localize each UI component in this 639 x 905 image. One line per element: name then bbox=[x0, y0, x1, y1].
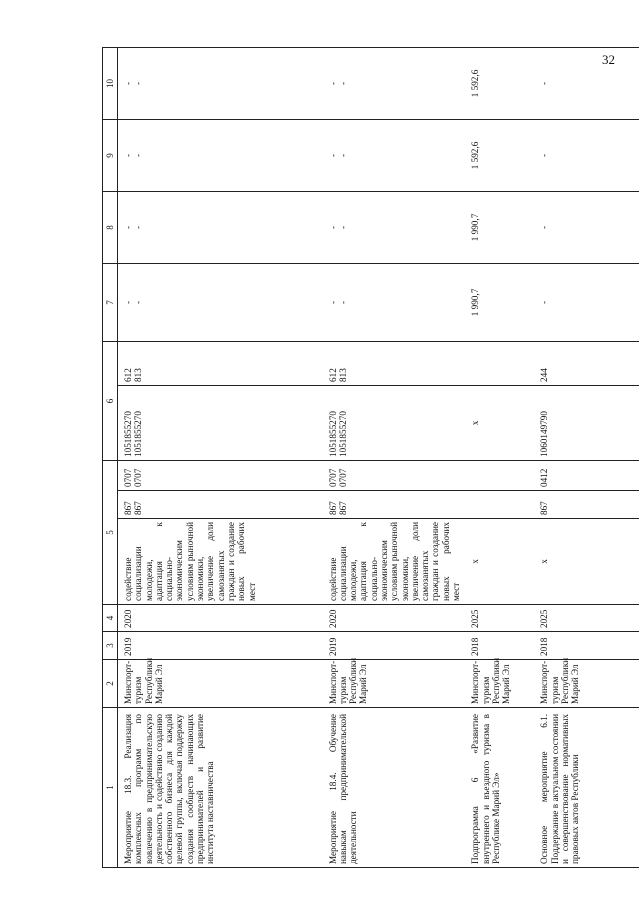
cell-responsible: Минспорт-туризм Республики Марий Эл bbox=[465, 660, 534, 708]
col-header-5: 5 bbox=[103, 460, 118, 604]
cell-col9 bbox=[323, 119, 466, 191]
cell-col10 bbox=[323, 47, 466, 119]
table-row bbox=[465, 47, 534, 867]
cell-col7 bbox=[465, 263, 534, 341]
cell-responsible: Минспорт-туризм Республики Марий Эл bbox=[323, 660, 466, 708]
cell-col8 bbox=[534, 191, 639, 263]
cell-col10-value: - bbox=[327, 81, 338, 86]
cell-col7 bbox=[534, 263, 639, 341]
cell-rzpr bbox=[465, 460, 534, 490]
col-header-6: 6 bbox=[103, 341, 118, 460]
cell-event-name: Основное мероприятие 6.1. Поддержание в актуальном состоянии и совершенствование нормативных правовых актов Республики bbox=[534, 708, 639, 868]
cell-start-year: 2019 bbox=[323, 632, 466, 660]
cell-grbs bbox=[465, 491, 534, 519]
cell-col7 bbox=[323, 263, 466, 341]
table-row bbox=[534, 47, 639, 867]
cell-vr-value: 612 bbox=[123, 368, 133, 382]
cell-col9-value: - bbox=[337, 153, 348, 158]
cell-rzpr-value: 0412 bbox=[539, 468, 550, 487]
rotated-table-container bbox=[102, 48, 630, 868]
col-header-8: 8 bbox=[103, 191, 118, 263]
cell-grbs-value: 867 bbox=[327, 501, 338, 515]
cell-csr bbox=[465, 385, 534, 460]
cell-responsible: Минспорт-туризм Республики Марий Эл bbox=[534, 660, 639, 708]
cell-vr bbox=[534, 341, 639, 385]
col-header-2: 2 bbox=[103, 660, 118, 708]
cell-event-name: Мероприятие 18.4. Обучение навыкам предпринимательской деятельности bbox=[323, 708, 466, 868]
cell-col8 bbox=[465, 191, 534, 263]
col-header-4: 4 bbox=[103, 605, 118, 632]
cell-expected-result: содействие социализации молодежи, адаптация к социально-экономическим условиям рыночной экономики, увеличение доли самозанятых граждан и создание новых рабочих мест bbox=[323, 519, 466, 605]
cell-rzpr-value: 0707 bbox=[123, 468, 133, 487]
cell-rzpr bbox=[118, 460, 323, 490]
cell-col7-value: 1 990,7 bbox=[470, 288, 481, 317]
cell-col9 bbox=[465, 119, 534, 191]
cell-col8-value: - bbox=[133, 225, 144, 230]
cell-col8-value: - bbox=[337, 225, 348, 230]
cell-csr bbox=[534, 385, 639, 460]
cell-col8 bbox=[323, 191, 466, 263]
cell-col10-value: - bbox=[337, 81, 348, 86]
cell-vr bbox=[118, 341, 323, 385]
cell-rzpr bbox=[323, 460, 466, 490]
cell-vr-value: 813 bbox=[337, 368, 348, 382]
budget-table bbox=[102, 47, 639, 868]
cell-grbs bbox=[534, 491, 639, 519]
cell-grbs-value: 867 bbox=[123, 501, 133, 515]
cell-rzpr-value: 0707 bbox=[327, 468, 338, 487]
cell-grbs bbox=[118, 491, 323, 519]
cell-event-name: Мероприятие 18.3. Реализация комплексных программ по вовлечению в предпринимательскую деятельность и содействию созданию собственного бизнеса для каждой целевой группы, включая поддержку создания сообществ начинающих предпринимателей и развитие института наставничества bbox=[118, 708, 323, 868]
cell-col8-value: 1 990,7 bbox=[470, 213, 481, 242]
cell-col9-value: - bbox=[327, 153, 338, 158]
cell-event-name: Подпрограмма 6 «Развитие внутреннего и въездного туризма в Республике Марий Эл» bbox=[465, 708, 534, 868]
cell-end-year: 2025 bbox=[465, 605, 534, 632]
cell-col10-value: - bbox=[123, 81, 133, 86]
cell-csr-value: 1051855270 bbox=[133, 411, 144, 457]
cell-vr-value: 244 bbox=[539, 368, 550, 382]
cell-col9 bbox=[118, 119, 323, 191]
cell-grbs-value: 867 bbox=[133, 501, 144, 515]
cell-csr-value: 1051855270 bbox=[337, 411, 348, 457]
cell-col10 bbox=[534, 47, 639, 119]
cell-col10 bbox=[118, 47, 323, 119]
cell-expected-result: x bbox=[534, 519, 639, 605]
cell-csr-value: 1051855270 bbox=[123, 411, 133, 457]
cell-responsible: Минспорт-туризм Республики Марий Эл bbox=[118, 660, 323, 708]
table-row bbox=[118, 47, 323, 867]
cell-col7-value: - bbox=[327, 300, 338, 305]
cell-end-year: 2025 bbox=[534, 605, 639, 632]
cell-csr-value: 1060149790 bbox=[539, 411, 550, 457]
cell-start-year: 2018 bbox=[465, 632, 534, 660]
cell-col8 bbox=[118, 191, 323, 263]
cell-rzpr bbox=[534, 460, 639, 490]
cell-col7-value: - bbox=[123, 300, 133, 305]
cell-vr bbox=[323, 341, 466, 385]
cell-vr bbox=[465, 341, 534, 385]
table-row bbox=[323, 47, 466, 867]
cell-end-year: 2020 bbox=[323, 605, 466, 632]
cell-expected-result: x bbox=[465, 519, 534, 605]
cell-col9-value: - bbox=[133, 153, 144, 158]
cell-col8-value: - bbox=[327, 225, 338, 230]
table-body bbox=[118, 47, 639, 867]
cell-col7 bbox=[118, 263, 323, 341]
cell-csr-value: x bbox=[470, 420, 481, 426]
col-header-3: 3 bbox=[103, 632, 118, 660]
header-row bbox=[103, 47, 118, 867]
cell-rzpr-value: 0707 bbox=[133, 468, 144, 487]
cell-col9-value: 1 592,6 bbox=[470, 141, 481, 170]
cell-expected-result: содействие социализации молодежи, адаптация к социально-экономическим условиям рыночной экономики, увеличение доли самозанятых граждан и создание новых рабочих мест bbox=[118, 519, 323, 605]
col-header-9: 9 bbox=[103, 119, 118, 191]
cell-grbs bbox=[323, 491, 466, 519]
cell-col7-value: - bbox=[133, 300, 144, 305]
cell-col10-value: 1 592,6 bbox=[470, 69, 481, 98]
col-header-1: 1 bbox=[103, 708, 118, 868]
cell-col8-value: - bbox=[123, 225, 133, 230]
cell-col9-value: - bbox=[539, 153, 550, 158]
cell-col10-value: - bbox=[133, 81, 144, 86]
cell-col7-value: - bbox=[337, 300, 348, 305]
cell-end-year: 2020 bbox=[118, 605, 323, 632]
cell-col9 bbox=[534, 119, 639, 191]
cell-vr-value: 612 bbox=[327, 368, 338, 382]
cell-start-year: 2019 bbox=[118, 632, 323, 660]
col-header-7: 7 bbox=[103, 263, 118, 341]
col-header-10: 10 bbox=[103, 47, 118, 119]
cell-rzpr-value: 0707 bbox=[337, 468, 348, 487]
cell-csr-value: 1051855270 bbox=[327, 411, 338, 457]
cell-col7-value: - bbox=[539, 300, 550, 305]
cell-col10-value: - bbox=[539, 81, 550, 86]
cell-grbs-value: 867 bbox=[539, 501, 550, 515]
page-number: 32 bbox=[602, 52, 615, 67]
cell-csr bbox=[118, 385, 323, 460]
cell-col8-value: - bbox=[539, 225, 550, 230]
cell-start-year: 2018 bbox=[534, 632, 639, 660]
cell-col10 bbox=[465, 47, 534, 119]
cell-col9-value: - bbox=[123, 153, 133, 158]
cell-grbs-value: 867 bbox=[337, 501, 348, 515]
cell-vr-value: 813 bbox=[133, 368, 144, 382]
cell-csr bbox=[323, 385, 466, 460]
